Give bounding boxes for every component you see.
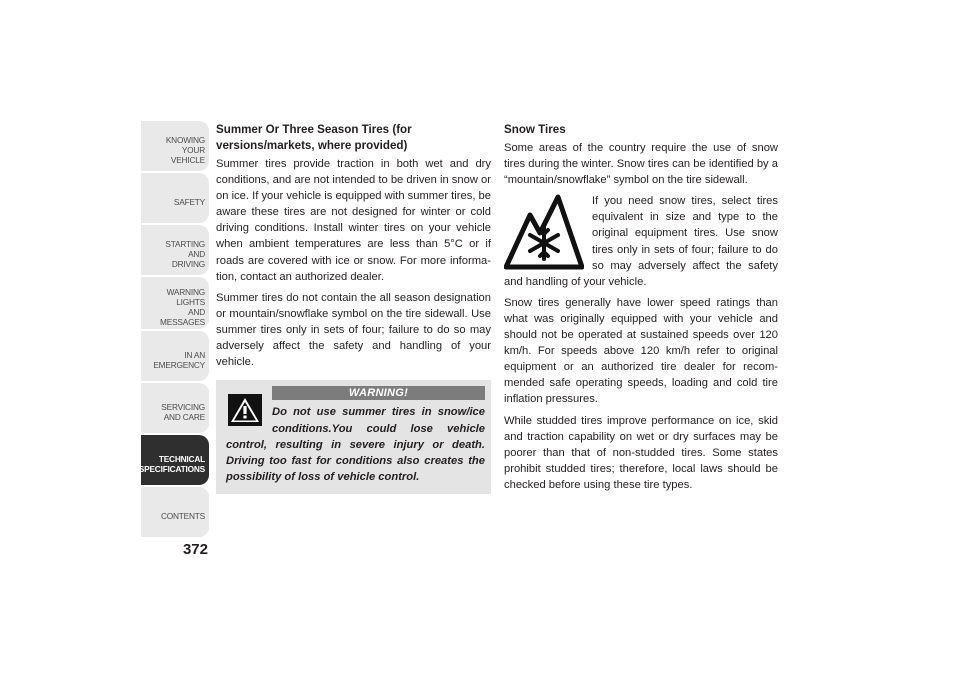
snow-tires-paragraph-2: If you need snow tires, select tires equivalent in size and type to the original equipment tires. Use snow tires only in sets of four; failure to do so may adversely affect the safety and handling of your vehicle. (504, 195, 778, 288)
tab-label: WARNING LIGHTS AND MESSAGES (160, 287, 205, 327)
summer-tires-heading: Summer Or Three Season Tires (for versions/markets, where provided) (216, 123, 412, 152)
tab-technical-specifications[interactable] (138, 435, 209, 485)
snow-tires-paragraph-4: While studded tires improve performance on ice, skid and traction capability on wet or dry surfaces may be poorer than that of non-studded tires. Some states prohibit studded tires; therefore, local laws should be checked before using these tire types. (504, 414, 778, 491)
tab-label: CONTENTS (160, 511, 205, 521)
tab-knowing-your-vehicle[interactable] (141, 121, 209, 171)
tab-in-an-emergency[interactable] (141, 331, 209, 381)
warning-triangle-icon (228, 394, 262, 426)
tab-contents[interactable] (141, 487, 209, 537)
section-tabs (138, 121, 209, 539)
snow-tires-paragraph-1: Some areas of the country require the use of snow tires during the winter. Snow tires can be identified by a “mountain/snowflake” symbol on the tire sidewall. (504, 142, 778, 187)
warning-title: WARNING! (272, 386, 485, 400)
tab-label: SERVICING AND CARE (161, 402, 205, 422)
page-number: 372 (182, 541, 208, 558)
right-column (504, 122, 778, 498)
tab-starting-and-driving[interactable] (141, 225, 209, 275)
summer-tires-paragraph-1: Summer tires provide traction in both wet and dry conditions, and are not intended to be driven in snow or on ice. If your vehicle is equipped with summer tires, be aware these tires are not designed for winter or cold driving conditions. Install winter tires on your vehicle when ambient temperatures are less than 5°C or if roads are covered with ice or snow. For more informa- tion, contact an authorized dealer. (216, 158, 491, 283)
tab-label: STARTING AND DRIVING (165, 239, 205, 269)
left-column (216, 122, 491, 494)
tab-warning-lights-and-messages[interactable] (141, 277, 209, 329)
warning-box (216, 380, 491, 493)
tab-label: IN AN EMERGENCY (153, 350, 205, 370)
tab-label: TECHNICAL SPECIFICATIONS (138, 454, 205, 474)
tab-label: KNOWING YOUR VEHICLE (165, 135, 205, 165)
summer-tires-paragraph-2: Summer tires do not contain the all season designation or mountain/snowflake symbol on the tire sidewall. Use summer tires only in sets of four; failure to do so may adversely affect the safety and handling of your vehicle. (216, 291, 491, 369)
snow-tires-paragraph-3: Snow tires generally have lower speed ratings than what was originally equipped with your vehicle and should not be operated at sustained speeds over 120 km/h. For speeds above 120 km/h refer to original equipment or an authorized tire dealer for recom- mended safe operating speeds, loading and cold tire inflation pressures. (504, 296, 778, 406)
tab-servicing-and-care[interactable] (141, 383, 209, 433)
snow-tires-heading: Snow Tires (504, 123, 566, 136)
snow-symbol-block (504, 193, 778, 295)
tab-safety[interactable] (141, 173, 209, 223)
warning-text: Do not use summer tires in snow/ice conditions.You could lose vehicle control, resulting in severe injury or death. Driving too fast for conditions also creates the possibility of loss of vehicle control. (226, 406, 485, 484)
tab-label: SAFETY (173, 197, 205, 207)
mountain-snowflake-icon (504, 193, 584, 271)
